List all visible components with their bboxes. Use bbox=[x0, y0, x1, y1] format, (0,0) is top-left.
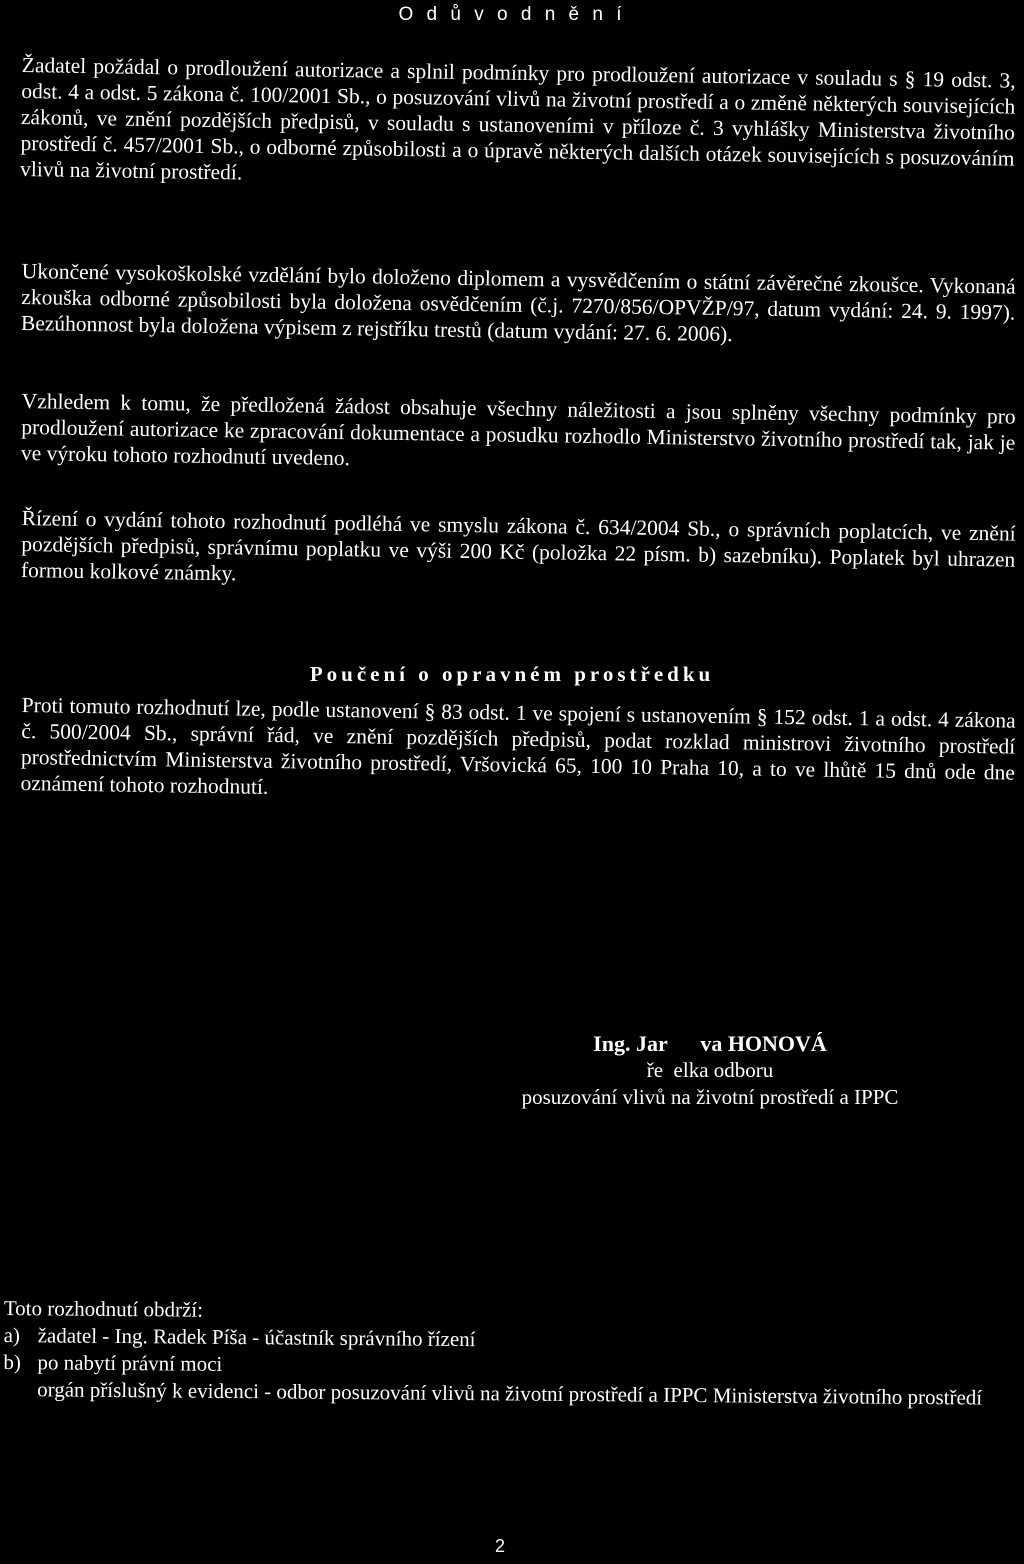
heading-pouceni: Poučení o opravném prostředku bbox=[309, 662, 715, 686]
paragraph-application: Žadatel požádal o prodloužení autorizace a splnil podmínky pro prodloužení autorizace v souladu s § 19 odst. 3, odst. 4 a odst. 5 zákona č. 100/2001 Sb., o posuzování vlivů na životní prostředí a o změně některých souvisejících zákonů, ve znění pozdějších předpisů, v souladu s ustanoveními v příloze č. 3 vyhlášky Ministerstva životního prostředí č. 457/2001 Sb., o odborné způsobilosti a o úpravě některých dalších otázek souvisejících s posuzováním vlivů na životní prostředí. bbox=[19, 52, 1016, 185]
recipient-label: b) bbox=[3, 1349, 22, 1375]
recipients-block bbox=[3, 1295, 1014, 1412]
signature-name: Ing. Jar va HONOVÁ bbox=[593, 1031, 827, 1056]
heading-oduvodneni: O d ů v o d n ě n í bbox=[398, 4, 626, 25]
recipients-title: Toto rozhodnutí obdrží: bbox=[3, 1296, 204, 1322]
paragraph-decision: Vzhledem k tomu, že předložená žádost obsahuje všechny náležitosti a jsou splněny všechny podmínky pro prodloužení autorizace ke zpracování dokumentace a posudku rozhodlo Ministerstvo životního prostředí tak, jak je ve výroku tohoto rozhodnutí uvedeno. bbox=[20, 388, 1016, 471]
page-number: 2 bbox=[494, 1536, 505, 1556]
recipient-text: po nabytí právní moci bbox=[37, 1350, 223, 1376]
paragraph-fee: Řízení o vydání tohoto rozhodnutí podléhá ve smyslu zákona č. 634/2004 Sb., o správních poplatcích, ve znění pozdějších předpisů, správnímu poplatku ve výši 200 Kč (položka 22 písm. b) sazebníku). Poplatek byl uhrazen formou kolkové známky. bbox=[20, 505, 1016, 586]
recipient-text: žadatel - Ing. Radek Píša - účastník správního řízení bbox=[37, 1323, 476, 1352]
signature-department: posuzování vlivů na životní prostředí a IPPC bbox=[521, 1085, 899, 1109]
signature-role: ře elka odboru bbox=[646, 1058, 774, 1082]
recipient-extra: orgán příslušný k evidenci - odbor posuzování vlivů na životní prostředí a IPPC Ministerstva životního prostředí bbox=[37, 1377, 983, 1410]
paragraph-education: Ukončené vysokoškolské vzdělání bylo doloženo diplomem a vysvědčením o státní závěrečné zkoušce. Vykonaná zkouška odborné způsobilosti byla doložena osvědčením (č.j. 7270/856/OPVŽP/97, datum vydání: 24. 9. 1997). Bezúhonnost byla doložena výpisem z rejstříku trestů (datum vydání: 27. 6. 2006). bbox=[20, 258, 1016, 347]
recipient-label: a) bbox=[3, 1322, 21, 1348]
signature-block bbox=[470, 1030, 950, 1111]
paragraph-appeal: Proti tomuto rozhodnutí lze, podle ustanovení § 83 odst. 1 ve spojení s ustanovením § 152 odst. 1 a odst. 4 zákona č. 500/2004 Sb., správní řád, ve znění pozdějších předpisů, podat rozklad ministrovi životního prostředí prostřednictvím Ministerstva životního prostředí, Vršovická 65, 100 10 Praha 10, a to ve lhůtě 15 dnů ode dne oznámení tohoto rozhodnutí. bbox=[20, 692, 1016, 799]
